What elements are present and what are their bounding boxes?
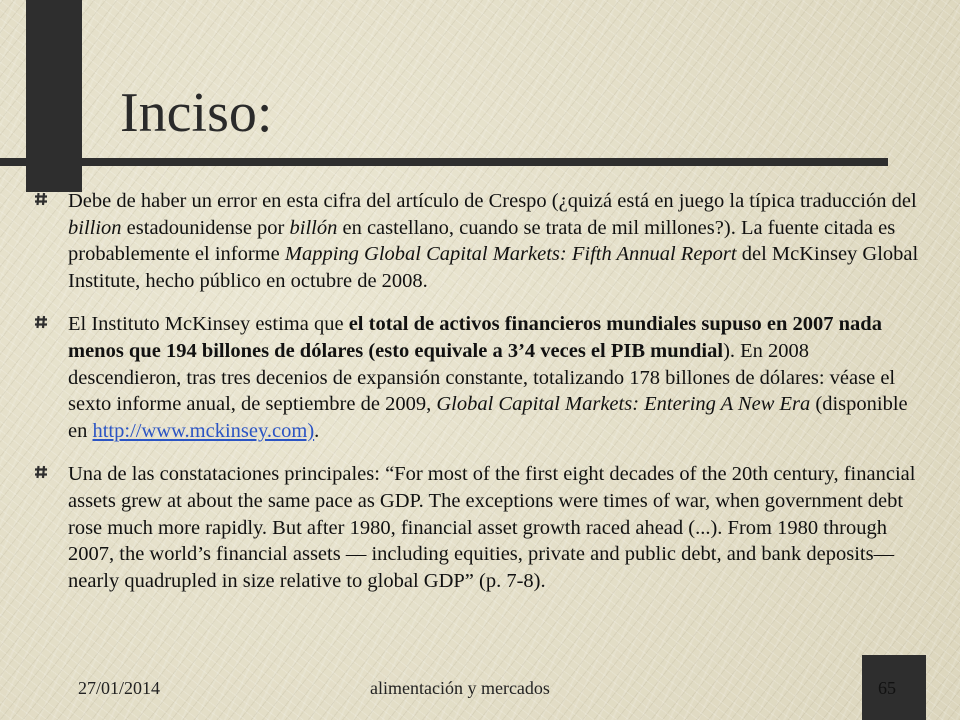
hash-bullet-icon: [34, 465, 48, 479]
bullet-text: Una de las constataciones principales: “For most of the first eight decades of the 20th century, financial assets grew at about the same pace as GDP. The exceptions were times of war, when government debt rose much more rapidly. But after 1980, financial asset growth raced ahead (...). From 1980 through 2007, the world’s financial assets — including equities, private and public debt, and bank deposits— nearly quadrupled in size relative to global GDP” (p. 7-8).: [68, 463, 916, 592]
mckinsey-link[interactable]: http://www.mckinsey.com): [92, 419, 315, 442]
hash-bullet-icon: [34, 192, 48, 206]
bullet-list: [30, 188, 920, 611]
bullet-text: Debe de haber un error en esta cifra del artículo de Crespo (¿quizá está en juego la típica traducción del billion estadounidense por billón en castellano, cuando se trata de mil millones?). La fuente citada es probablemente el informe Mapping Global Capital Markets: Fifth Annual Report del McKinsey Global Institute, hecho público en octubre de 2008.: [68, 190, 919, 292]
bullet-item: [30, 461, 920, 594]
bullet-item: [30, 188, 920, 294]
page-number: 65: [878, 678, 896, 698]
footer-title: alimentación y mercados: [370, 678, 550, 698]
title-rule: [0, 158, 888, 166]
slide-title: Inciso:: [120, 82, 273, 144]
bullet-item: [30, 311, 920, 444]
bullet-text: El Instituto McKinsey estima que el total de activos financieros mundiales supuso en 2007 nada menos que 194 billones de dólares (esto equivale a 3’4 veces el PIB mundial). En 2008 descendieron, tras tres decenios de expansión constante, totalizando 178 billones de dólares: véase el sexto informe anual, de septiembre de 2009, Global Capital Markets: Entering A New Era (disponible en http://www.mckinsey.com).: [68, 313, 908, 442]
hash-bullet-icon: [34, 315, 48, 329]
footer-date: 27/01/2014: [78, 678, 161, 698]
